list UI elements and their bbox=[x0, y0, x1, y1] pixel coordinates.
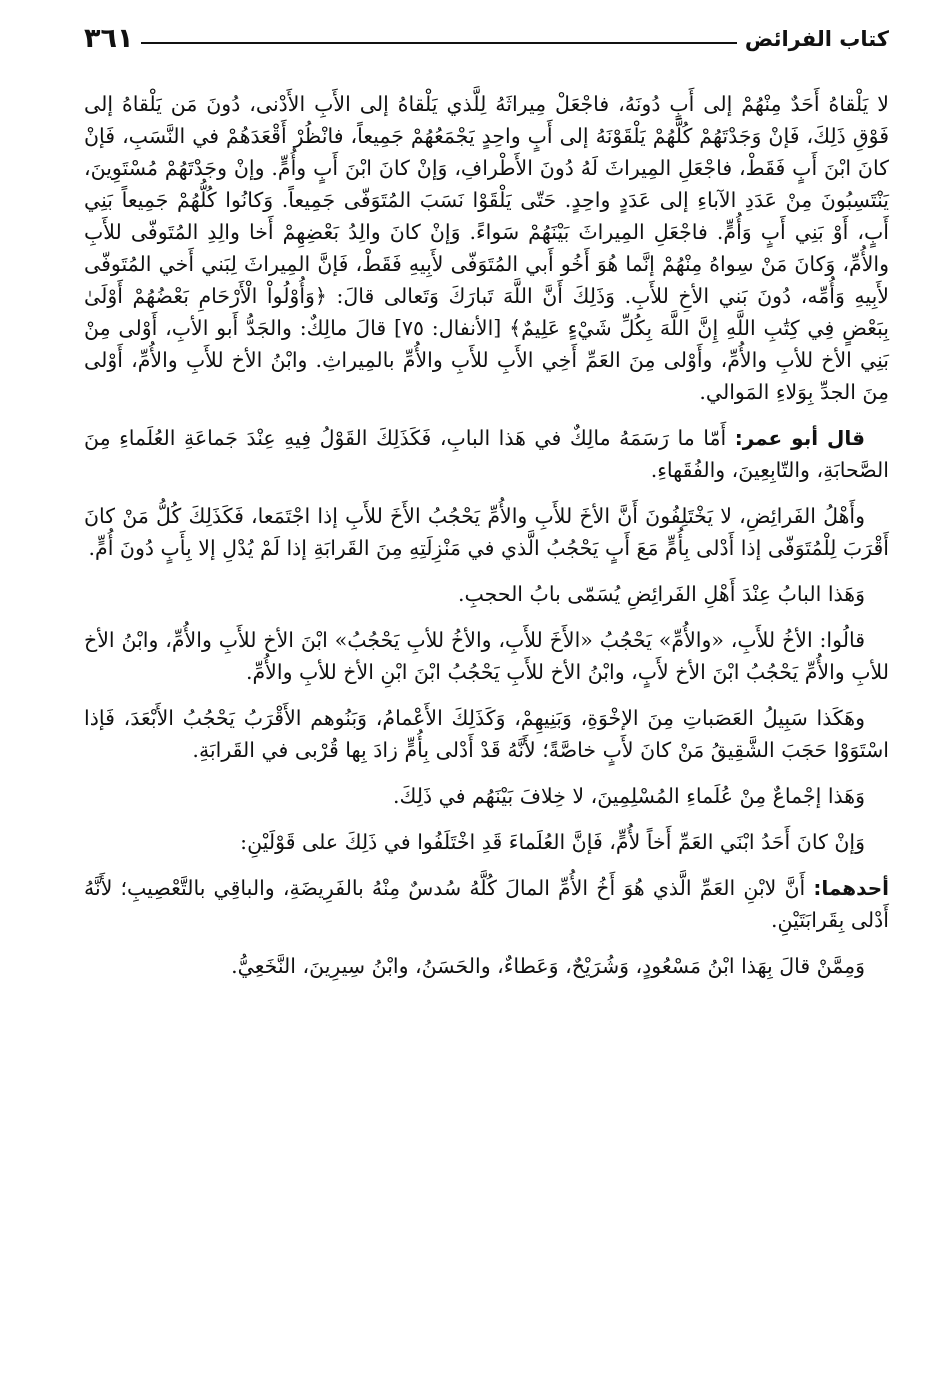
book-title: كتاب الفرائض bbox=[744, 27, 889, 51]
running-header bbox=[84, 18, 889, 58]
paragraph bbox=[84, 872, 889, 936]
paragraph bbox=[84, 780, 889, 812]
paragraph bbox=[84, 826, 889, 858]
paragraph bbox=[84, 624, 889, 688]
page-body bbox=[84, 88, 889, 982]
paragraph-text: لا يَلْقاهُ أَحَدٌ مِنْهُمْ إلى أَبٍ دُونَهُ، فاجْعَلْ مِيراثَهُ لِلَّذي يَلْقاهُ إلى الأَبِ الأَدْنى، دُونَ مَن يَلْقاهُ إلى فَوْقِ ذَلِكَ، فَإنْ وَجَدْتَهُمْ كُلَّهُمْ يَلْقَوْنَهُ إلى أَبٍ واحِدٍ يَجْمَعُهُمْ جَمِيعاً، فانْظُرْ أَقْعَدَهُمْ في النَّسَبِ، فَإنْ كانَ ابْنَ أَبٍ فَقَطْ، فاجْعَلِ المِيراثَ لَهُ دُونَ الأَطْرافِ، وَإنْ كانَ ابْنَ أَبٍ وأُمٍّ. وإنْ وجَدْتَهُمْ مُسْتَوِينَ، يَنْتَسِبُونَ مِنْ عَدَدِ الآباءِ إلى عَدَدٍ واحِدٍ. حَتّى يَلْقَوْا نَسَبَ المُتَوَفّى جَمِيعاً. وَكانُوا كُلُّهُمْ جَمِيعاً بَنِي أَبٍ، أَوْ بَنِي أَبٍ وَأُمٍّ. فاجْعَلِ المِيراثَ بَيْنَهُمْ سَواءً. وَإنْ كانَ والِدُ بَعْضِهِمْ أَخا والِدِ المُتَوفّى للأَبِ والأُمِّ، وَكانَ مَنْ سِواهُ مِنْهُمْ إنَّما هُوَ أَخُو أَبي المُتَوَفّى لأَبِيهِ فَقَطْ، فَإنَّ المِيراثَ لِبَني أَخي المُتَوفّى لأَبِيهِ وَأُمِّه، دُونَ بَني الأخِ للأَبِ. وَذَلِكَ أَنَّ اللَّهَ تَبارَكَ وَتَعالى قالَ: ﴿وَأُوْلُواْ الْأَرْحَامِ بَعْضُهُمْ أَوْلَىٰ بِبَعْضٍ فِي كِتَٰبِ اللَّهِ إِنَّ اللَّهَ بِكُلِّ شَيْءٍ عَلِيمٌ﴾ [الأنفال: ٧٥] قالَ مالِكٌ: والجَدُّ أَبو الأبِ، أَوْلى مِنْ بَنِي الأخ للأبِ والأُمِّ، وأَوْلى مِنَ العَمِّ أَخِي الأَبِ للأَبِ والأُمِّ بالمِيراثِ. وابْنُ الأخ للأَبِ والأُمِّ، أَوْلى مِنَ الجدِّ بِوَلاءِ المَوالي. bbox=[84, 92, 890, 404]
paragraph bbox=[84, 702, 889, 766]
book-page bbox=[84, 18, 889, 1371]
speaker-label: أحدهما: bbox=[813, 876, 889, 900]
paragraph-text: أَمّا ما رَسَمَهُ مالِكٌ في هَذا البابِ، فَكَذَلِكَ القَوْلُ فِيهِ عِنْدَ جَماعَةِ العُلَماءِ مِنَ الصَّحابَةِ، والتّابِعِينَ، والفُقَهاءِ. bbox=[84, 426, 889, 482]
page-number: ٣٦١ bbox=[84, 23, 134, 54]
paragraph bbox=[84, 950, 889, 982]
paragraph-text: وَمِمَّنْ قالَ بِهَذا ابْنُ مَسْعُودٍ، وَشُرَيْحٌ، وَعَطاءٌ، والحَسَنُ، وابْنُ سِيرِينَ، النَّخَعِيُّ. bbox=[231, 954, 865, 978]
paragraph-text: وهَكَذا سَبِيلُ العَصَباتِ مِنَ الإخْوَةِ، وَبَنِيهِمْ، وَكَذَلِكَ الأَعْمامُ، وَبَنُوهم الأَقْرَبُ يَحْجُبُ الأَبْعَدَ، فَإذا اسْتَوَوْا حَجَبَ الشَّقِيقُ مَنْ كانَ لأَبٍ خاصَّةً؛ لأَنَّهُ قَدْ أَدْلى بِأُمٍّ زادَ بِها قُرْبى في القَرابَةِ. bbox=[84, 706, 889, 762]
paragraph bbox=[84, 422, 889, 486]
header-rule bbox=[141, 42, 736, 44]
paragraph-text: وَهَذا إجْماعٌ مِنْ عُلَماءِ المُسْلِمِينَ، لا خِلافَ بَيْنَهُم في ذَلِكَ. bbox=[392, 784, 865, 808]
paragraph-text: وأَهْلُ الفَرائِضِ، لا يَخْتَلِفُونَ أَنَّ الأخَ للأَبِ والأُمِّ يَحْجُبُ الأَخَ للأَبِ إذا اجْتَمَعا، فَكَذَلِكَ كُلُّ مَنْ كانَ أَقْرَبَ لِلْمُتَوَفّى إذا أَدْلى بِأُمٍّ مَعَ أَبٍ يَحْجُبُ الَّذي في مَنْزِلَتِهِ مِنَ القَرابَةِ إذا لَمْ يُدْلِ إلا بِأَبٍ دُونَ أُمٍّ. bbox=[84, 504, 889, 560]
paragraph-text: أَنَّ لابْنِ العَمِّ الَّذي هُوَ أَخُ الأُمِّ المالَ كُلَّهُ سُدسٌ مِنْهُ بالفَرِيضَةِ، والباقِي بالتَّعْصِيبِ؛ لأَنَّهُ أَدْلى بِقَرابَتَيْنِ. bbox=[84, 876, 889, 932]
paragraph bbox=[84, 578, 889, 610]
paragraph-text: قالُوا: الأخُ للأَبِ، «والأُمِّ» يَحْجُبُ «الأَخَ للأَبِ، والأخُ للأبِ يَحْجُبُ» ابْنَ الأخ للأَبِ والأُمِّ، وابْنُ الأخ للأبِ والأُمِّ يَحْجُبُ ابْنَ الأخ لأَبٍ، وابْنُ الأخ للأَبِ يَحْجُبُ ابْنَ ابْنِ الأخ للأبِ والأُمِّ. bbox=[84, 628, 889, 684]
paragraph-text: وَإنْ كانَ أَحَدُ ابْنَي العَمِّ أَخاً لأُمٍّ، فَإنَّ العُلَماءَ قَدِ اخْتَلَفُوا في ذَلِكَ على قَوْلَيْنِ: bbox=[240, 830, 865, 854]
paragraph-text: وَهَذا البابُ عِنْدَ أَهْلِ الفَرائِضِ يُسَمّى بابُ الحجبِ. bbox=[457, 582, 865, 606]
paragraph bbox=[84, 500, 889, 564]
speaker-label: قال أبو عمر: bbox=[734, 426, 865, 450]
paragraph bbox=[84, 88, 889, 408]
